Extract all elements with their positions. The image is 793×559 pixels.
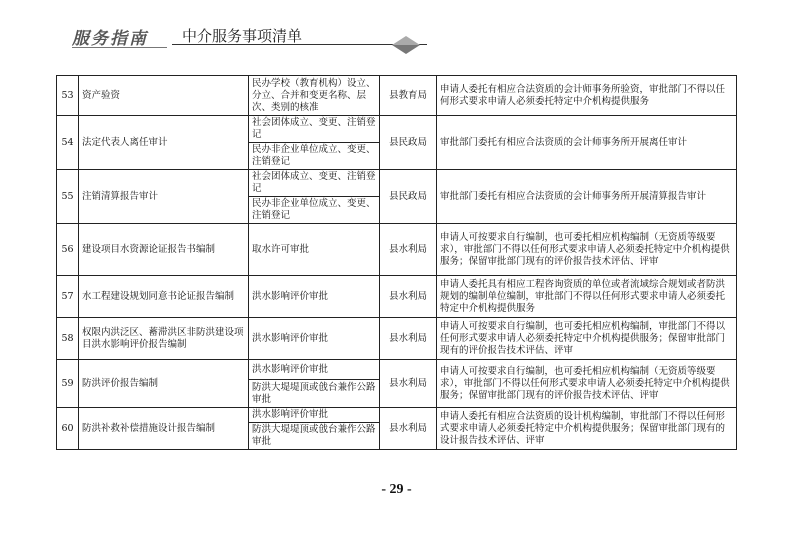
- header-rule-left: [72, 47, 167, 48]
- approval-item: 民办非企业单位成立、变更、注销登记: [249, 197, 380, 224]
- table-row: [57, 318, 737, 360]
- service-basis: 申请人可按要求自行编制，也可委托相应机构编制（无资质等级要求），审批部门不得以任何形式要求申请人必须委托特定中介机构提供服务；保留审批部门现有的评价报告技术评估、评审: [437, 360, 737, 408]
- header-rule: [172, 44, 427, 45]
- service-basis: 申请人委托有相应合法资质的设计机构编制，审批部门不得以任何形式要求申请人必须委托特定中介机构提供服务；保留审批部门现有的设计报告技术评估、评审: [437, 408, 737, 450]
- row-number: 60: [57, 408, 79, 450]
- table-row: [57, 408, 737, 423]
- department: 县水利局: [380, 276, 437, 318]
- service-list-table: [56, 75, 737, 450]
- row-number: 59: [57, 360, 79, 408]
- approval-item: 洪水影响评价审批: [249, 360, 380, 380]
- department: 县水利局: [380, 408, 437, 450]
- table-row: [57, 170, 737, 197]
- service-basis: 申请人委托具有相应工程咨询资质的单位或者流域综合规划或者防洪规划的编制单位编制，审批部门不得以任何形式要求申请人必须委托特定中介机构提供服务: [437, 276, 737, 318]
- approval-item: 民办非企业单位成立、变更、注销登记: [249, 143, 380, 170]
- service-name: 资产验资: [79, 76, 249, 116]
- page-number: - 29 -: [381, 482, 412, 497]
- approval-item: 社会团体成立、变更、注销登记: [249, 170, 380, 197]
- approval-item: 洪水影响评价审批: [249, 276, 380, 318]
- table-row: [57, 76, 737, 116]
- page-subtitle: 中介服务事项清单: [182, 27, 303, 45]
- table-row: [57, 360, 737, 380]
- approval-item: 防洪大堤堤顶或戗台兼作公路审批: [249, 423, 380, 450]
- approval-item: 洪水影响评价审批: [249, 318, 380, 360]
- service-name: 防洪评价报告编制: [79, 360, 249, 408]
- row-number: 56: [57, 224, 79, 276]
- department: 县水利局: [380, 360, 437, 408]
- service-name: 权限内洪泛区、蓄滞洪区非防洪建设项目洪水影响评价报告编制: [79, 318, 249, 360]
- approval-item: 民办学校（教育机构）设立、分立、合并和变更名称、层次、类别的核准: [249, 76, 380, 116]
- table-row: [57, 116, 737, 143]
- row-number: 58: [57, 318, 79, 360]
- service-name: 注销清算报告审计: [79, 170, 249, 224]
- department: 县民政局: [380, 116, 437, 170]
- service-basis: 申请人委托有相应合法资质的会计师事务所验资，审批部门不得以任何形式要求申请人必须委托特定中介机构提供服务: [437, 76, 737, 116]
- department: 县教育局: [380, 76, 437, 116]
- brand-title: 服务指南: [72, 29, 148, 49]
- row-number: 54: [57, 116, 79, 170]
- diamond-ornament-lower-icon: [392, 45, 420, 54]
- row-number: 55: [57, 170, 79, 224]
- table-row: [57, 224, 737, 276]
- service-basis: 申请人可按要求自行编制，也可委托相应机构编制，审批部门不得以任何形式要求申请人必须委托特定中介机构提供服务；保留审批部门现有的评价报告技术评估、评审: [437, 318, 737, 360]
- department: 县水利局: [380, 318, 437, 360]
- department: 县水利局: [380, 224, 437, 276]
- approval-item: 洪水影响评价审批: [249, 408, 380, 423]
- page-header: [72, 22, 372, 58]
- approval-item: 取水许可审批: [249, 224, 380, 276]
- approval-item: 社会团体成立、变更、注销登记: [249, 116, 380, 143]
- row-number: 53: [57, 76, 79, 116]
- service-name: 建设项目水资源论证报告书编制: [79, 224, 249, 276]
- service-name: 防洪补救补偿措施设计报告编制: [79, 408, 249, 450]
- service-name: 法定代表人离任审计: [79, 116, 249, 170]
- approval-item: 防洪大堤堤顶或戗台兼作公路审批: [249, 380, 380, 408]
- service-basis: 审批部门委托有相应合法资质的会计师事务所开展清算报告审计: [437, 170, 737, 224]
- department: 县民政局: [380, 170, 437, 224]
- service-basis: 申请人可按要求自行编制，也可委托相应机构编制（无资质等级要求），审批部门不得以任何形式要求申请人必须委托特定中介机构提供服务；保留审批部门现有的评价报告技术评估、评审: [437, 224, 737, 276]
- table-row: [57, 276, 737, 318]
- row-number: 57: [57, 276, 79, 318]
- service-name: 水工程建设规划同意书论证报告编制: [79, 276, 249, 318]
- service-basis: 审批部门委托有相应合法资质的会计师事务所开展离任审计: [437, 116, 737, 170]
- diamond-ornament-icon: [392, 36, 420, 45]
